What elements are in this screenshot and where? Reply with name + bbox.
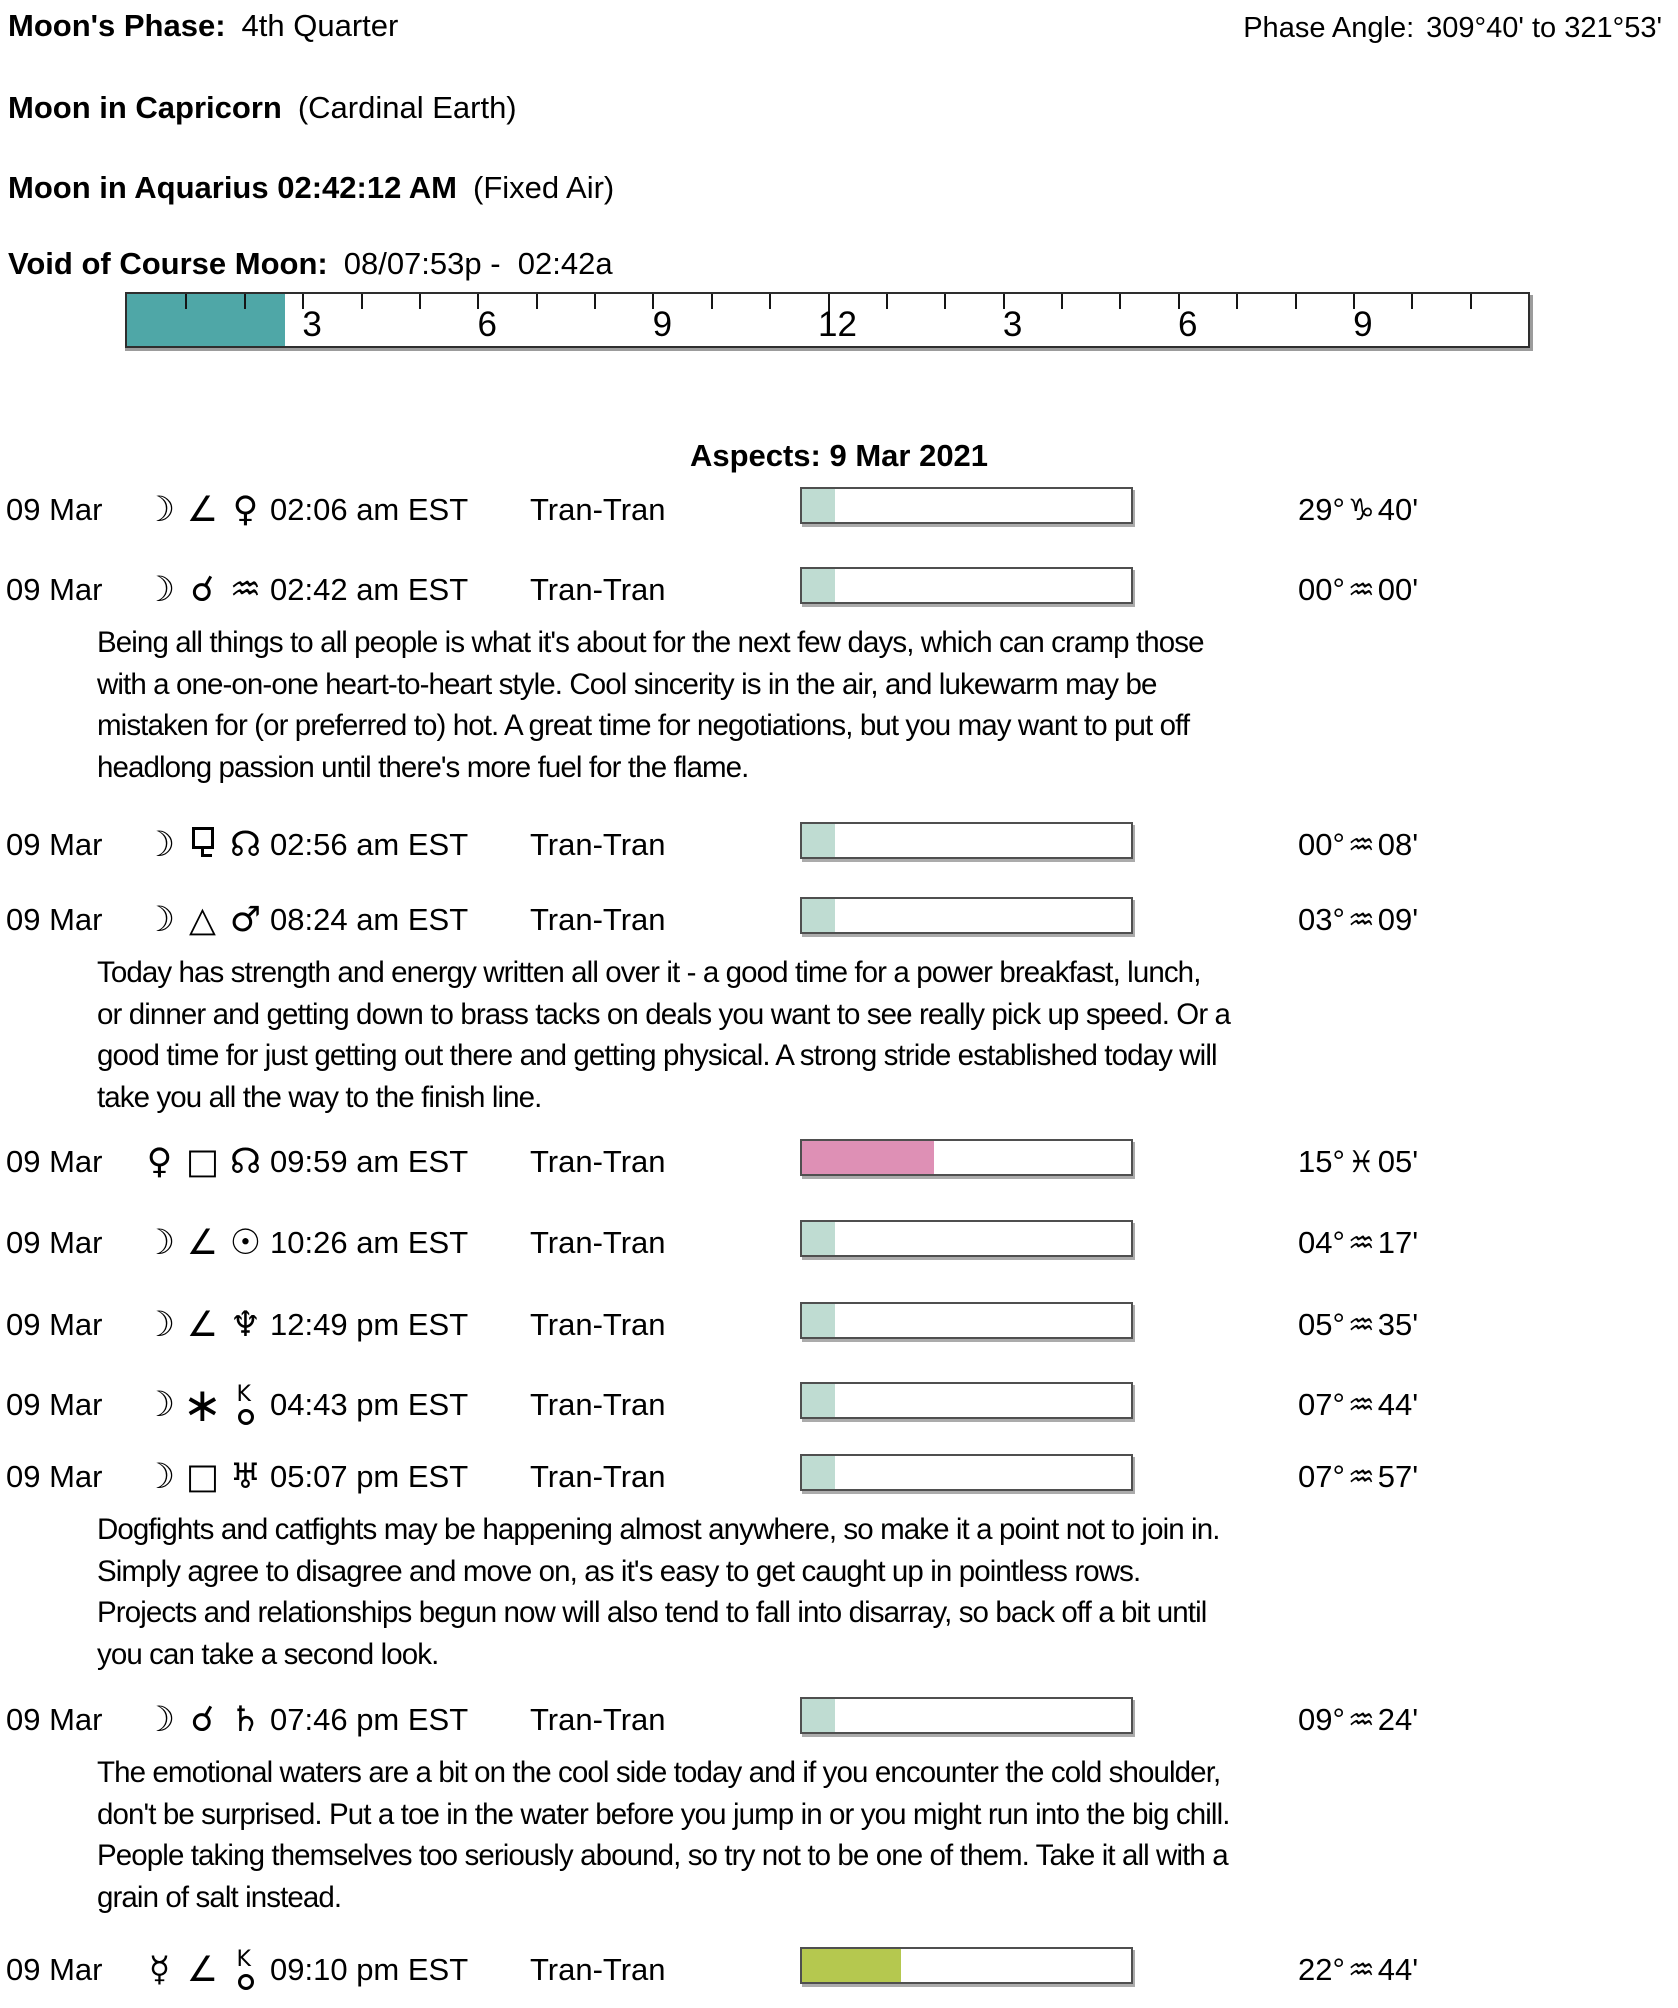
moon-icon: ☽ bbox=[143, 1700, 176, 1740]
zodiac-sign-icon: ♒ bbox=[1347, 902, 1375, 938]
degree-value: 03° bbox=[1298, 902, 1345, 937]
degree-value: 05° bbox=[1298, 1307, 1345, 1342]
aspect-note-line: with a one-on-one heart-to-heart style. Cool sincerity is in the air, and lukewarm may be bbox=[97, 667, 1157, 701]
aspect-date: 09 Mar bbox=[6, 572, 103, 607]
aspect-date: 09 Mar bbox=[6, 1952, 103, 1987]
minutes-value: 57' bbox=[1377, 1459, 1419, 1494]
aspect-orb-fill bbox=[802, 1384, 835, 1417]
aquarius-icon: ♒ bbox=[229, 570, 262, 610]
mercury-icon: ☿ bbox=[148, 1950, 171, 1990]
saturn-icon: ♄ bbox=[229, 1700, 262, 1740]
moon-icon: ☽ bbox=[143, 490, 176, 530]
voc-value: 08/07:53p - 02:42a bbox=[343, 246, 613, 281]
aspect-degree bbox=[1298, 565, 1418, 615]
aspect-orb-fill bbox=[802, 1304, 835, 1337]
aspect-type: Tran-Tran bbox=[530, 902, 666, 937]
aspect-note-line: take you all the way to the finish line. bbox=[97, 1080, 542, 1114]
aspect-orb-bar bbox=[800, 1220, 1133, 1257]
aspect-orb-fill bbox=[802, 489, 835, 522]
minutes-value: 24' bbox=[1377, 1702, 1419, 1737]
ruler-tick bbox=[244, 294, 246, 309]
square-icon: □ bbox=[185, 1457, 220, 1497]
aspect-time: 02:42 am EST bbox=[270, 572, 469, 607]
chiron-icon bbox=[224, 1380, 267, 1430]
aspect-degree bbox=[1298, 1218, 1418, 1268]
aspect-orb-bar bbox=[800, 822, 1133, 859]
chiron-icon bbox=[236, 1387, 256, 1425]
aspect-symbols bbox=[138, 1377, 267, 1433]
aspect-date: 09 Mar bbox=[6, 1702, 103, 1737]
aspect-note-line: People taking themselves too seriously abound, so try not to be one of them. Take it all with a bbox=[97, 1839, 1228, 1872]
aspect-symbols bbox=[138, 1695, 267, 1745]
voc-moon-line bbox=[8, 246, 613, 282]
degree-value: 29° bbox=[1298, 492, 1345, 527]
moon-icon: ☽ bbox=[143, 1223, 176, 1263]
semisquare-icon: ∠ bbox=[186, 1223, 219, 1263]
ruler-tick bbox=[594, 294, 596, 309]
moon-in-aquarius-line bbox=[8, 170, 614, 206]
degree-value: 15° bbox=[1298, 1144, 1345, 1179]
ruler-tick bbox=[769, 294, 771, 309]
aspect-row bbox=[0, 1137, 1678, 1187]
voc-fill-bar bbox=[127, 294, 285, 346]
aspect-type: Tran-Tran bbox=[530, 827, 666, 862]
sextile-icon: ∗ bbox=[182, 1377, 223, 1433]
aspect-date: 09 Mar bbox=[6, 1387, 103, 1422]
minutes-value: 44' bbox=[1377, 1387, 1419, 1422]
phase-angle bbox=[1243, 12, 1662, 45]
degree-value: 07° bbox=[1298, 1387, 1345, 1422]
aspect-note-line: headlong passion until there's more fuel for the flame. bbox=[97, 750, 749, 784]
aspect-row bbox=[0, 1695, 1678, 1745]
zodiac-sign-icon: ♒ bbox=[1347, 1702, 1375, 1738]
minutes-value: 09' bbox=[1377, 902, 1419, 937]
moon-phase-line bbox=[8, 8, 398, 44]
aspect-orb-bar bbox=[800, 1947, 1133, 1984]
aspect-time: 08:24 am EST bbox=[270, 902, 469, 937]
ruler-hour-label: 3 bbox=[302, 305, 322, 344]
ruler-tick bbox=[944, 294, 946, 309]
conjunction-icon: ☌ bbox=[190, 570, 215, 610]
moon-sign-1: Moon in Capricorn bbox=[8, 90, 282, 125]
uranus-icon: ♅ bbox=[229, 1457, 262, 1497]
conjunction-icon: ☌ bbox=[190, 1700, 215, 1740]
aspect-row bbox=[0, 565, 1678, 615]
aspect-note bbox=[97, 622, 1204, 788]
aspect-time: 10:26 am EST bbox=[270, 1225, 469, 1260]
aspect-date: 09 Mar bbox=[6, 1144, 103, 1179]
aspect-row bbox=[0, 485, 1678, 535]
phase-angle-value: 309°40' to 321°53' bbox=[1426, 12, 1662, 44]
aspect-degree bbox=[1298, 485, 1418, 535]
aspect-orb-bar bbox=[800, 1382, 1133, 1419]
aspect-symbols bbox=[138, 895, 267, 945]
ruler-hour-label: 3 bbox=[1002, 305, 1023, 344]
ruler-tick bbox=[1470, 294, 1472, 309]
aspect-symbols bbox=[138, 1452, 267, 1502]
moon-sign-2-detail: (Fixed Air) bbox=[473, 170, 615, 205]
degree-value: 22° bbox=[1298, 1952, 1345, 1987]
aspect-note-line: good time for just getting out there and getting physical. A strong stride established today will bbox=[97, 1039, 1217, 1072]
ruler-hour-label: 6 bbox=[477, 305, 497, 344]
aspect-note-line: Simply agree to disagree and move on, as it's easy to get caught up in pointless rows. bbox=[97, 1554, 1141, 1588]
aspect-type: Tran-Tran bbox=[530, 1952, 666, 1987]
minutes-value: 08' bbox=[1377, 827, 1419, 862]
aspect-degree bbox=[1298, 895, 1418, 945]
aspect-orb-bar bbox=[800, 1697, 1133, 1734]
minutes-value: 35' bbox=[1377, 1307, 1419, 1342]
moon-sign-2: Moon in Aquarius 02:42:12 AM bbox=[8, 170, 457, 205]
aspect-degree bbox=[1298, 1695, 1418, 1745]
ruler-tick bbox=[886, 294, 888, 309]
venus-icon: ♀ bbox=[146, 1142, 173, 1182]
aspect-date: 09 Mar bbox=[6, 1307, 103, 1342]
aspect-note-line: The emotional waters are a bit on the cool side today and if you encounter the cold shoulder, bbox=[97, 1756, 1221, 1789]
aspect-time: 07:46 pm EST bbox=[270, 1702, 469, 1737]
aspect-time: 02:06 am EST bbox=[270, 492, 469, 527]
chiron-icon bbox=[224, 1945, 267, 1995]
moon-icon: ☽ bbox=[143, 900, 176, 940]
aspect-row bbox=[0, 1945, 1678, 1995]
moon-phase-value: 4th Quarter bbox=[241, 8, 399, 43]
zodiac-sign-icon: ♒ bbox=[1347, 1225, 1375, 1261]
zodiac-sign-icon: ♒ bbox=[1347, 572, 1375, 608]
square-icon: □ bbox=[185, 1142, 220, 1182]
mars-icon: ♂ bbox=[229, 900, 262, 940]
aspect-time: 09:59 am EST bbox=[270, 1144, 469, 1179]
aspect-time: 04:43 pm EST bbox=[270, 1387, 469, 1422]
zodiac-sign-icon: ♑ bbox=[1347, 492, 1375, 528]
aspect-row bbox=[0, 1377, 1678, 1433]
semisquare-icon: ∠ bbox=[186, 1305, 219, 1345]
aspect-degree bbox=[1298, 1380, 1418, 1430]
aspect-date: 09 Mar bbox=[6, 902, 103, 937]
aspect-note-line: Being all things to all people is what it's about for the next few days, which can cramp those bbox=[97, 626, 1204, 659]
moon-icon: ☽ bbox=[143, 1457, 176, 1497]
aspect-note-line: Today has strength and energy written all over it - a good time for a power breakfast, lunch, bbox=[97, 956, 1201, 989]
trine-icon: △ bbox=[189, 900, 216, 940]
aspect-type: Tran-Tran bbox=[530, 1307, 666, 1342]
aspect-symbols bbox=[138, 1137, 267, 1187]
venus-icon: ♀ bbox=[232, 490, 259, 530]
phase-angle-label: Phase Angle: bbox=[1243, 12, 1415, 44]
chiron-icon bbox=[236, 1952, 256, 1990]
zodiac-sign-icon: ♒ bbox=[1347, 827, 1375, 863]
aspect-orb-fill bbox=[802, 824, 835, 857]
neptune-icon: ♆ bbox=[229, 1305, 262, 1345]
moon-icon: ☽ bbox=[143, 1305, 176, 1345]
zodiac-sign-icon: ♒ bbox=[1347, 1459, 1375, 1495]
aspect-note-line: Dogfights and catfights may be happening almost anywhere, so make it a point not to join in. bbox=[97, 1513, 1220, 1546]
aspect-orb-bar bbox=[800, 1139, 1133, 1176]
moon-icon: ☽ bbox=[143, 1385, 176, 1425]
minutes-value: 05' bbox=[1377, 1144, 1419, 1179]
north-node-icon: ☊ bbox=[229, 825, 262, 865]
aspect-degree bbox=[1298, 1300, 1418, 1350]
aspect-orb-fill bbox=[802, 1141, 934, 1174]
degree-value: 00° bbox=[1298, 827, 1345, 862]
aspect-type: Tran-Tran bbox=[530, 1144, 666, 1179]
aspect-note bbox=[97, 1509, 1220, 1675]
aspect-orb-fill bbox=[802, 1222, 835, 1255]
aspect-time: 09:10 pm EST bbox=[270, 1952, 469, 1987]
aspect-time: 12:49 pm EST bbox=[270, 1307, 469, 1342]
minutes-value: 40' bbox=[1377, 492, 1419, 527]
aspect-orb-bar bbox=[800, 567, 1133, 604]
aspect-orb-bar bbox=[800, 487, 1133, 524]
voc-label: Void of Course Moon: bbox=[8, 246, 328, 281]
aspect-degree bbox=[1298, 1452, 1418, 1502]
sun-icon: ☉ bbox=[229, 1223, 262, 1263]
zodiac-sign-icon: ♓ bbox=[1347, 1144, 1375, 1180]
ruler-tick bbox=[361, 294, 363, 309]
ruler-tick bbox=[1119, 294, 1121, 309]
voc-24h-ruler bbox=[125, 292, 1530, 348]
aspect-symbols bbox=[138, 1218, 267, 1268]
aspect-degree bbox=[1298, 1137, 1418, 1187]
aspect-row bbox=[0, 1218, 1678, 1268]
zodiac-sign-icon: ♒ bbox=[1347, 1387, 1375, 1423]
aspect-date: 09 Mar bbox=[6, 1225, 103, 1260]
aspect-type: Tran-Tran bbox=[530, 1387, 666, 1422]
sesquiquadrate-icon bbox=[192, 827, 214, 849]
aspect-orb-bar bbox=[800, 897, 1133, 934]
aspect-orb-fill bbox=[802, 1456, 835, 1489]
ruler-tick bbox=[1411, 294, 1413, 309]
aspect-degree bbox=[1298, 820, 1418, 870]
aspect-type: Tran-Tran bbox=[530, 1702, 666, 1737]
minutes-value: 44' bbox=[1377, 1952, 1419, 1987]
aspect-date: 09 Mar bbox=[6, 1459, 103, 1494]
aspect-symbols bbox=[138, 1300, 267, 1350]
aspect-type: Tran-Tran bbox=[530, 1225, 666, 1260]
moon-sign-1-detail: (Cardinal Earth) bbox=[297, 90, 517, 125]
aspect-note-line: don't be surprised. Put a toe in the water before you jump in or you might run into the big chill. bbox=[97, 1797, 1230, 1831]
aspect-degree bbox=[1298, 1945, 1418, 1995]
aspect-symbols bbox=[138, 485, 267, 535]
minutes-value: 17' bbox=[1377, 1225, 1419, 1260]
aspect-note-line: grain of salt instead. bbox=[97, 1880, 342, 1914]
ruler-tick bbox=[1295, 294, 1297, 309]
aspect-note-line: you can take a second look. bbox=[97, 1637, 439, 1671]
aspect-orb-fill bbox=[802, 569, 835, 602]
degree-value: 00° bbox=[1298, 572, 1345, 607]
ruler-tick bbox=[419, 294, 421, 309]
aspect-time: 02:56 am EST bbox=[270, 827, 469, 862]
minutes-value: 00' bbox=[1377, 572, 1419, 607]
aspect-type: Tran-Tran bbox=[530, 572, 666, 607]
ruler-tick bbox=[711, 294, 713, 309]
ruler-hour-label: 12 bbox=[818, 305, 857, 344]
aspect-row bbox=[0, 820, 1678, 870]
aspect-type: Tran-Tran bbox=[530, 492, 666, 527]
ruler-tick bbox=[1061, 294, 1063, 309]
moon-phase-label: Moon's Phase: bbox=[8, 8, 226, 43]
aspect-row bbox=[0, 1452, 1678, 1502]
moon-in-capricorn-line bbox=[8, 90, 517, 126]
ruler-hour-label: 9 bbox=[1353, 305, 1373, 344]
aspect-note bbox=[97, 952, 1230, 1118]
aspect-symbols bbox=[138, 820, 267, 870]
zodiac-sign-icon: ♒ bbox=[1347, 1952, 1375, 1988]
degree-value: 04° bbox=[1298, 1225, 1345, 1260]
semisquare-icon: ∠ bbox=[186, 490, 219, 530]
aspect-type: Tran-Tran bbox=[530, 1459, 666, 1494]
ruler-tick bbox=[1236, 294, 1238, 309]
aspect-orb-fill bbox=[802, 1699, 835, 1732]
ruler-hour-label: 9 bbox=[652, 305, 673, 344]
aspect-note bbox=[97, 1752, 1230, 1918]
aspect-orb-bar bbox=[800, 1454, 1133, 1491]
zodiac-sign-icon: ♒ bbox=[1347, 1307, 1375, 1343]
aspect-row bbox=[0, 1300, 1678, 1350]
degree-value: 07° bbox=[1298, 1459, 1345, 1494]
ruler-tick bbox=[185, 294, 187, 309]
ruler-hour-label: 6 bbox=[1178, 305, 1198, 344]
north-node-icon: ☊ bbox=[229, 1142, 262, 1182]
degree-value: 09° bbox=[1298, 1702, 1345, 1737]
aspect-note-line: Projects and relationships begun now will also tend to fall into disarray, so back off a bit until bbox=[97, 1596, 1207, 1629]
aspects-title: Aspects: 9 Mar 2021 bbox=[689, 438, 989, 473]
aspect-orb-fill bbox=[802, 1949, 901, 1982]
moon-icon: ☽ bbox=[143, 825, 176, 865]
aspect-date: 09 Mar bbox=[6, 492, 103, 527]
aspect-date: 09 Mar bbox=[6, 827, 103, 862]
aspect-time: 05:07 pm EST bbox=[270, 1459, 469, 1494]
aspect-symbols bbox=[138, 1945, 267, 1995]
aspect-symbols bbox=[138, 565, 267, 615]
aspect-orb-bar bbox=[800, 1302, 1133, 1339]
moon-icon: ☽ bbox=[143, 570, 176, 610]
aspect-note-line: mistaken for (or preferred to) hot. A great time for negotiations, but you may want to put off bbox=[97, 709, 1190, 742]
sesquiquadrate-icon bbox=[181, 820, 224, 870]
aspect-orb-fill bbox=[802, 899, 835, 932]
aspect-note-line: or dinner and getting down to brass tacks on deals you want to see really pick up speed. Or a bbox=[97, 997, 1231, 1031]
aspect-row bbox=[0, 895, 1678, 945]
semisquare-icon: ∠ bbox=[186, 1950, 219, 1990]
ruler-tick bbox=[536, 294, 538, 309]
